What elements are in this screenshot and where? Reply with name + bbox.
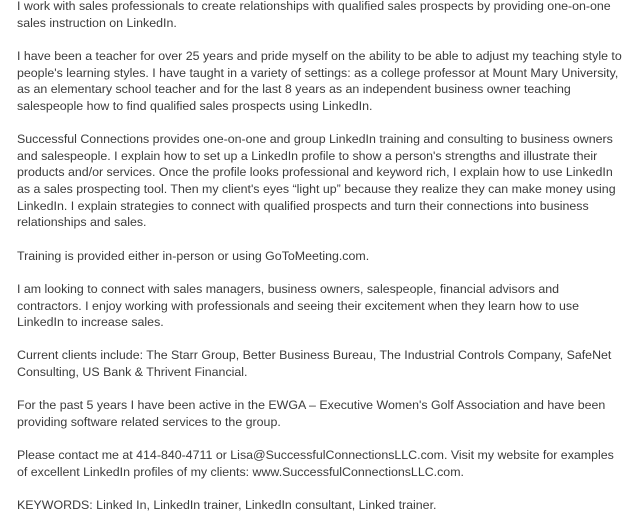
summary-paragraph-intro: I work with sales professionals to create relationships with qualified sales prospects by providing one-on-one sales instruction on LinkedIn. [17,0,611,30]
summary-paragraph-teaching: I have been a teacher for over 25 years and pride myself on the ability to be able to adjust my teaching style to people's learning styles. I have taught in a variety of settings: as a college professor at Mount Mary University, as an elementary school teacher and for the last 8 years as an independent business owner teaching salespeople how to find qualified sales prospects using LinkedIn. [17,48,622,113]
summary-paragraph-ewga: For the past 5 years I have been active in the EWGA – Executive Women's Golf Association and have been providing software related services to the group. [17,398,606,430]
summary-paragraph-training: Training is provided either in-person or using GoToMeeting.com. [17,248,370,263]
summary-paragraph-clients: Current clients include: The Starr Group, Better Business Bureau, The Industrial Controls Company, SafeNet Consulting, US Bank & Thrivent Financial. [17,348,612,380]
summary-paragraph-connect: I am looking to connect with sales managers, business owners, salespeople, financial advisors and contractors. I enjoy working with professionals and seeing their excitement when they learn how to use LinkedIn to increase sales. [17,281,580,330]
summary-paragraph-services: Successful Connections provides one-on-one and group LinkedIn training and consulting to business owners and salespeople. I explain how to set up a LinkedIn profile to show a person's strengths and illustrate their products and/or services. Once the profile looks professional and keyword rich, I explain how to use LinkedIn as a sales prospecting tool. Then my client's eyes “light up” because they realize they can make money using LinkedIn. I explain strategies to connect with qualified prospects and turn their connections into business relationships and sales. [17,132,616,230]
summary-paragraph-keywords: KEYWORDS: Linked In, LinkedIn trainer, LinkedIn consultant, Linked trainer. [17,498,437,513]
summary-paragraph-contact: Please contact me at 414-840-4711 or Lisa@SuccessfulConnectionsLLC.com. Visit my website for examples of excellent LinkedIn profiles of my clients: www.SuccessfulConnectionsLLC.com. [17,448,614,480]
profile-summary [17,0,623,531]
